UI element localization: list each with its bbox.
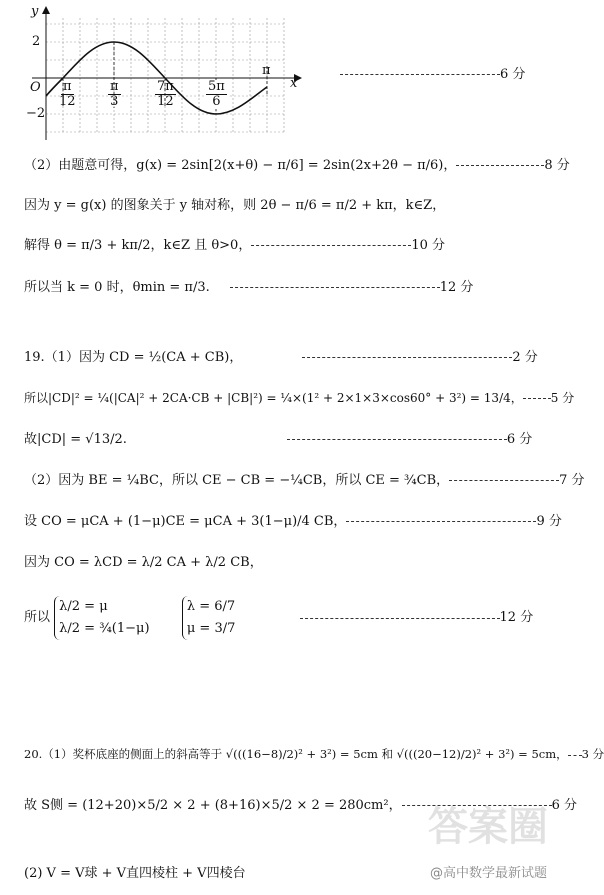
q18-line-1-score: 8 分	[544, 158, 570, 173]
q18-line-3: 解得 θ = π/3 + kπ/2，k∈Z 且 θ>0， 10 分	[24, 238, 446, 253]
graph-xtick-7pi12: $\frac{7\pi}{12}$	[157, 79, 174, 109]
q20-line-2-score: 6 分	[551, 798, 578, 813]
q18-line-4: 所以当 k = 0 时，θmin = π/3. 12 分	[24, 280, 474, 295]
q19-line-7-score: 12 分	[499, 610, 534, 625]
q18-line-4-score: 12 分	[439, 280, 474, 295]
q19-line-6: 因为 CO = λCD = λ/2 CA + λ/2 CB，	[24, 555, 263, 570]
q20-line-1: 20.（1）奖杯底座的侧面上的斜高等于 √(((16−8)/2)² + 3²) = 5cm 和 √(((20−12)/2)² + 3²) = 5cm， 3 分	[24, 747, 604, 761]
q19-line-1: 19.（1）因为 CD = ½(CA + CB)， 2 分	[24, 350, 538, 365]
graph-xtick-5pi6: $\frac{5\pi}{6}$	[205, 80, 228, 109]
watermark-caption: @高中数学最新试题	[430, 866, 548, 881]
q19-system-1: λ/2 = μ λ/2 = ¾(1−μ)	[54, 596, 149, 640]
q18-line-1: （2）由题意可得，g(x) = 2sin[2(x+θ) − π/6] = 2sin(2x+2θ − π/6)， 8 分	[24, 158, 570, 173]
q19-line-5: 设 CO = μCA + (1−μ)CE = μCA + 3(1−μ)/4 CB， 9 分	[24, 514, 562, 529]
q19-system-2: λ = 6/7 μ = 3/7	[182, 596, 236, 640]
graph-xtick-pi12: $\frac{\pi}{12}$	[59, 79, 76, 109]
q19-line-3-score: 6 分	[506, 432, 533, 447]
graph-x-label: x	[290, 76, 298, 91]
q19-line-2: 所以|CD|² = ¼(|CA|² + 2CA·CB + |CB|²) = ¼×(1² + 2×1×3×cos60° + 3²) = 13/4， 5 分	[24, 391, 575, 405]
graph-score-line	[340, 67, 525, 83]
q20-line-3: (2) V = V球 + V直四棱柱 + V四棱台	[24, 866, 246, 881]
q19-line-1-score: 2 分	[512, 350, 538, 365]
graph-ytick-2: 2	[32, 34, 41, 49]
graph-y-label: y	[31, 4, 39, 19]
q20-line-2: 故 S侧 = (12+20)×5/2 × 2 + (8+16)×5/2 × 2 = 280cm²， 6 分	[24, 798, 578, 813]
y-axis-arrow	[42, 6, 50, 14]
graph-origin-label: O	[30, 80, 41, 95]
graph-score: 6 分	[500, 67, 526, 82]
graph-xtick-pi3: $\frac{\pi}{3}$	[110, 79, 119, 109]
graph-ytick-neg2: −2	[26, 106, 46, 121]
q19-line-7	[24, 596, 533, 640]
q19-line-2-score: 5 分	[550, 391, 575, 405]
q20-line-1-score: 3 分	[581, 747, 604, 761]
q19-line-4: （2）因为 BE = ¼BC，所以 CE − CB = −¼CB，所以 CE = ¾CB， 7 分	[24, 473, 585, 488]
graph-pi-label: π	[262, 63, 271, 78]
watermark-logo: 答案圈	[428, 804, 548, 850]
graph-grid	[46, 18, 284, 134]
q18-line-3-score: 10 分	[411, 238, 446, 253]
q19-line-3: 故|CD| = √13/2. 6 分	[24, 432, 533, 447]
q19-line-5-score: 9 分	[536, 514, 562, 529]
q19-line-4-score: 7 分	[559, 473, 585, 488]
q19-line-7-prefix: 所以	[24, 610, 51, 625]
q18-line-2: 因为 y = g(x) 的图象关于 y 轴对称，则 2θ − π/6 = π/2 + kπ，k∈Z，	[24, 198, 446, 213]
